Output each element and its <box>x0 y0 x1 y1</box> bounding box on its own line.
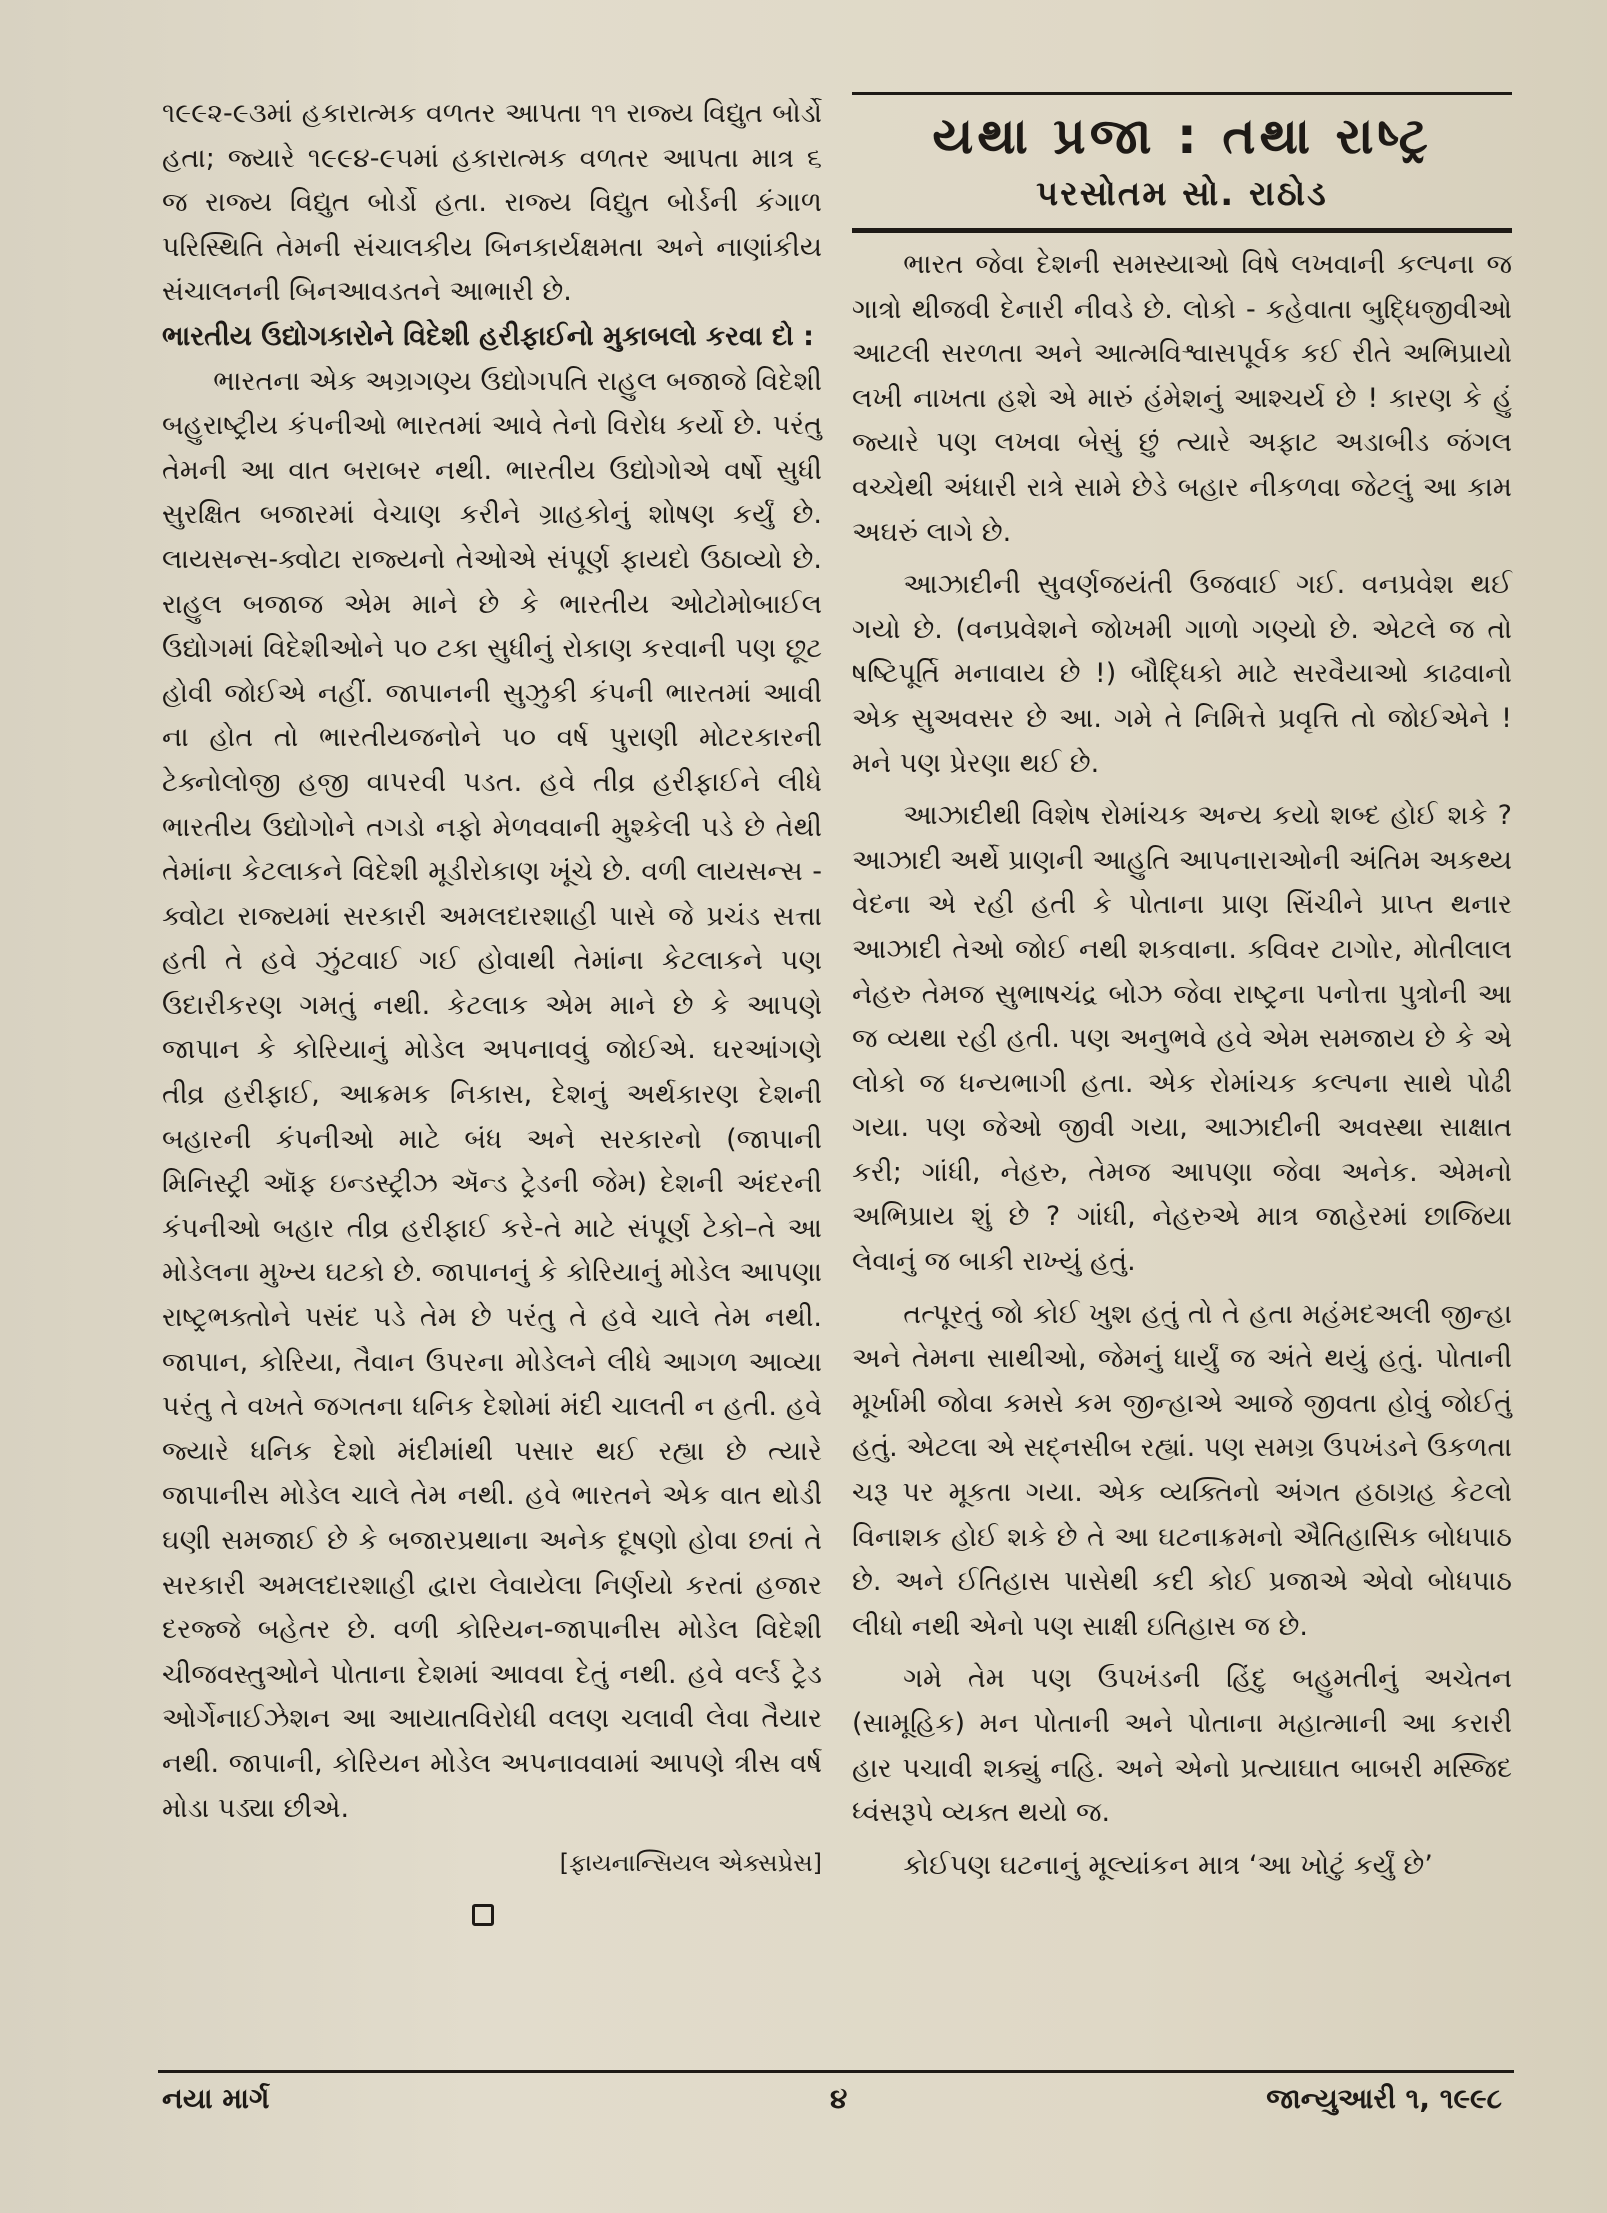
article-body <box>852 243 1512 1888</box>
footer-page-number: ૪ <box>830 2082 848 2115</box>
source-credit: [ફાયનાન્સિયલ એક્સપ્રેસ] <box>559 1849 822 1878</box>
left-column <box>162 92 822 1926</box>
article-column <box>852 92 1512 1896</box>
article-paragraph: આઝાદીની સુવર્ણજયંતી ઉજવાઈ ગઈ. વનપ્રવેશ થઈ ગયો છે. (વનપ્રવેશને જોખમી ગાળો ગણ્યો છે. એટલે જ તો ષષ્ટિપૂર્તિ મનાવાય છે !) બૌદ્ધિકો માટે સરવૈયાઓ કાઢવાનો એક સુઅવસર છે આ. ગમે તે નિમિત્તે પ્રવૃત્તિ તો જોઈએને ! મને પણ પ્રેરણા થઈ છે. <box>852 569 1512 779</box>
footer-date: જાન્યુઆરી ૧, ૧૯૯૮ <box>1266 2082 1502 2115</box>
title-bottom-rule <box>852 228 1512 233</box>
article-paragraph: તત્પૂરતું જો કોઈ ખુશ હતું તો તે હતા મહંમદઅલી જીન્હા અને તેમના સાથીઓ, જેમનું ધાર્યું જ અંતે થયું હતું. પોતાની મૂર્ખામી જોવા કમસે કમ જીન્હાએ આજે જીવતા હોવું જોઈતું હતું. એટલા એ સદ્નસીબ રહ્યાં. પણ સમગ્ર ઉપખંડને ઉકળતા ચરૂ પર મૂકતા ગયા. એક વ્યક્તિનો અંગત હઠાગ્રહ કેટલો વિનાશક હોઈ શકે છે તે આ ઘટનાક્રમનો ઐતિહાસિક બોધપાઠ છે. અને ઈતિહાસ પાસેથી કદી કોઈ પ્રજાએ એવો બોધપાઠ લીધો નથી એનો પણ સાક્ષી ઇતિહાસ જ છે. <box>852 1298 1512 1642</box>
body-paragraph: ભારતના એક અગ્રગણ્ય ઉદ્યોગપતિ રાહુલ બજાજે વિદેશી બહુરાષ્ટ્રીય કંપનીઓ ભારતમાં આવે તેનો વિરોધ કર્યો છે. પરંતુ તેમની આ વાત બરાબર નથી. ભારતીય ઉદ્યોગોએ વર્ષો સુધી સુરક્ષિત બજારમાં વેચાણ કરીને ગ્રાહકોનું શોષણ કર્યું છે. લાયસન્સ-ક્વોટા રાજ્યનો તેઓએ સંપૂર્ણ ફાયદો ઉઠાવ્યો છે. રાહુલ બજાજ એમ માને છે કે ભારતીય ઓટોમોબાઈલ ઉદ્યોગમાં વિદેશીઓને ૫૦ ટકા સુધીનું રોકાણ કરવાની પણ છૂટ હોવી જોઈએ નહીં. જાપાનની સુઝુકી કંપની ભારતમાં આવી ના હોત તો ભારતીયજનોને ૫૦ વર્ષ પુરાણી મોટરકારની ટેક્નોલોજી હજી વાપરવી પડત. હવે તીવ્ર હરીફાઈને લીધે ભારતીય ઉદ્યોગોને તગડો નફો મેળવવાની મુશ્કેલી પડે છે તેથી તેમાંના કેટલાકને વિદેશી મૂડીરોકાણ ખૂંચે છે. વળી લાયસન્સ - ક્વોટા રાજ્યમાં સરકારી અમલદારશાહી પાસે જે પ્રચંડ સત્તા હતી તે હવે ઝુંટવાઈ ગઈ હોવાથી તેમાંના કેટલાકને પણ ઉદારીકરણ ગમતું નથી. કેટલાક એમ માને છે કે આપણે જાપાન કે કોરિયાનું મોડેલ અપનાવવું જોઈએ. ઘરઆંગણે તીવ્ર હરીફાઈ, આક્રમક નિકાસ, દેશનું અર્થકારણ દેશની બહારની કંપનીઓ માટે બંધ અને સરકારનો (જાપાની મિનિસ્ટ્રી ઑફ ઇન્ડસ્ટ્રીઝ ઍન્ડ ટ્રેડની જેમ) દેશની અંદરની કંપનીઓ બહાર તીવ્ર હરીફાઈ કરે-તે માટે સંપૂર્ણ ટેકો–તે આ મોડેલના મુખ્ય ઘટકો છે. જાપાનનું કે કોરિયાનું મોડેલ આપણા રાષ્ટ્રભક્તોને પસંદ પડે તેમ છે પરંતુ તે હવે ચાલે તેમ નથી. જાપાન, કોરિયા, તૈવાન ઉપરના મોડેલને લીધે આગળ આવ્યા પરંતુ તે વખતે જગતના ધનિક દેશોમાં મંદી ચાલતી ન હતી. હવે જ્યારે ધનિક દેશો મંદીમાંથી પસાર થઈ રહ્યા છે ત્યારે જાપાનીસ મોડેલ ચાલે તેમ નથી. હવે ભારતને એક વાત થોડી ઘણી સમજાઈ છે કે બજારપ્રથાના અનેક દૂષણો હોવા છતાં તે સરકારી અમલદારશાહી દ્વારા લેવાયેલા નિર્ણયો કરતાં હજાર દરજ્જે બહેતર છે. વળી કોરિયન-જાપાનીસ મોડેલ વિદેશી ચીજવસ્તુઓને પોતાના દેશમાં આવવા દેતું નથી. હવે વર્લ્ડ ટ્રેડ ઓર્ગેનાઈઝેશન આ આયાતવિરોધી વલણ ચલાવી લેવા તૈયાર નથી. જાપાની, કોરિયન મોડેલ અપનાવવામાં આપણે ત્રીસ વર્ષ મોડા પડ્યા છીએ. <box>162 365 822 1824</box>
article-paragraph: ગમે તેમ પણ ઉપખંડની હિંદુ બહુમતીનું અચેતન (સામૂહિક) મન પોતાની અને પોતાના મહાત્માની આ કરારી હાર પચાવી શક્યું નહિ. અને એનો પ્રત્યાઘાત બાબરી મસ્જિદ ધ્વંસરૂપે વ્યક્ત થયો જ. <box>852 1663 1512 1829</box>
intro-paragraph: ૧૯૯૨-૯૩માં હકારાત્મક વળતર આપતા ૧૧ રાજ્ય વિદ્યુત બોર્ડો હતા; જ્યારે ૧૯૯૪-૯૫માં હકારાત્મક વળતર આપતા માત્ર ૬ જ રાજ્ય વિદ્યુત બોર્ડો હતા. રાજ્ય વિદ્યુત બોર્ડની કંગાળ પરિસ્થિતિ તેમની સંચાલકીય બિનકાર્યક્ષમતા અને નાણાંકીય સંચાલનની બિનઆવડતને આભારી છે. <box>162 98 822 308</box>
article-paragraph: આઝાદીથી વિશેષ રોમાંચક અન્ય કયો શબ્દ હોઈ શકે ? આઝાદી અર્થે પ્રાણની આહુતિ આપનારાઓની અંતિમ અકથ્ય વેદના એ રહી હતી કે પોતાના પ્રાણ સિંચીને પ્રાપ્ત થનાર આઝાદી તેઓ જોઈ નથી શકવાના. કવિવર ટાગોર, મોતીલાલ નેહરુ તેમજ સુભાષચંદ્ર બોઝ જેવા રાષ્ટ્રના પનોત્તા પુત્રોની આ જ વ્યથા રહી હતી. પણ અનુભવે હવે એમ સમજાય છે કે એ લોકો જ ધન્યભાગી હતા. એક રોમાંચક કલ્પના સાથે પોઢી ગયા. પણ જેઓ જીવી ગયા, આઝાદીની અવસ્થા સાક્ષાત કરી; ગાંધી, નેહરુ, તેમજ આપણા જેવા અનેક. એમનો અભિપ્રાય શું છે ? ગાંધી, નેહરુએ માત્ર જાહેરમાં છાજિયા લેવાનું જ બાકી રાખ્યું હતું. <box>852 800 1512 1278</box>
end-mark-icon <box>472 1904 494 1926</box>
article-title: યથા પ્રજા : તથા રાષ્ટ્ર <box>932 107 1432 165</box>
section-subheading: ભારતીય ઉદ્યોગકારોને વિદેશી હરીફાઈનો મુકાબલો કરવા દો : <box>162 320 814 352</box>
footer-magazine-name: નયા માર્ગ <box>162 2082 270 2115</box>
article-paragraph: ભારત જેવા દેશની સમસ્યાઓ વિષે લખવાની કલ્પના જ ગાત્રો થીજવી દેનારી નીવડે છે. લોકો - કહેવાતા બુદ્ધિજીવીઓ આટલી સરળતા અને આત્મવિશ્વાસપૂર્વક કઈ રીતે અભિપ્રાયો લખી નાખતા હશે એ મારું હંમેશનું આશ્ચર્ય છે ! કારણ કે હું જ્યારે પણ લખવા બેસું છું ત્યારે અફાટ અડાબીડ જંગલ વચ્ચેથી અંધારી રાત્રે સામે છેડે બહાર નીકળવા જેટલું આ કામ અઘરું લાગે છે. <box>852 249 1512 548</box>
title-top-rule <box>852 92 1512 95</box>
article-paragraph: કોઈપણ ઘટનાનું મૂલ્યાંકન માત્ર ‘આ ખોટું કર્યું છે’ <box>903 1849 1433 1881</box>
article-author: પરસોતમ સો. રાઠોડ <box>1036 174 1328 214</box>
footer-rule <box>158 2070 1514 2073</box>
